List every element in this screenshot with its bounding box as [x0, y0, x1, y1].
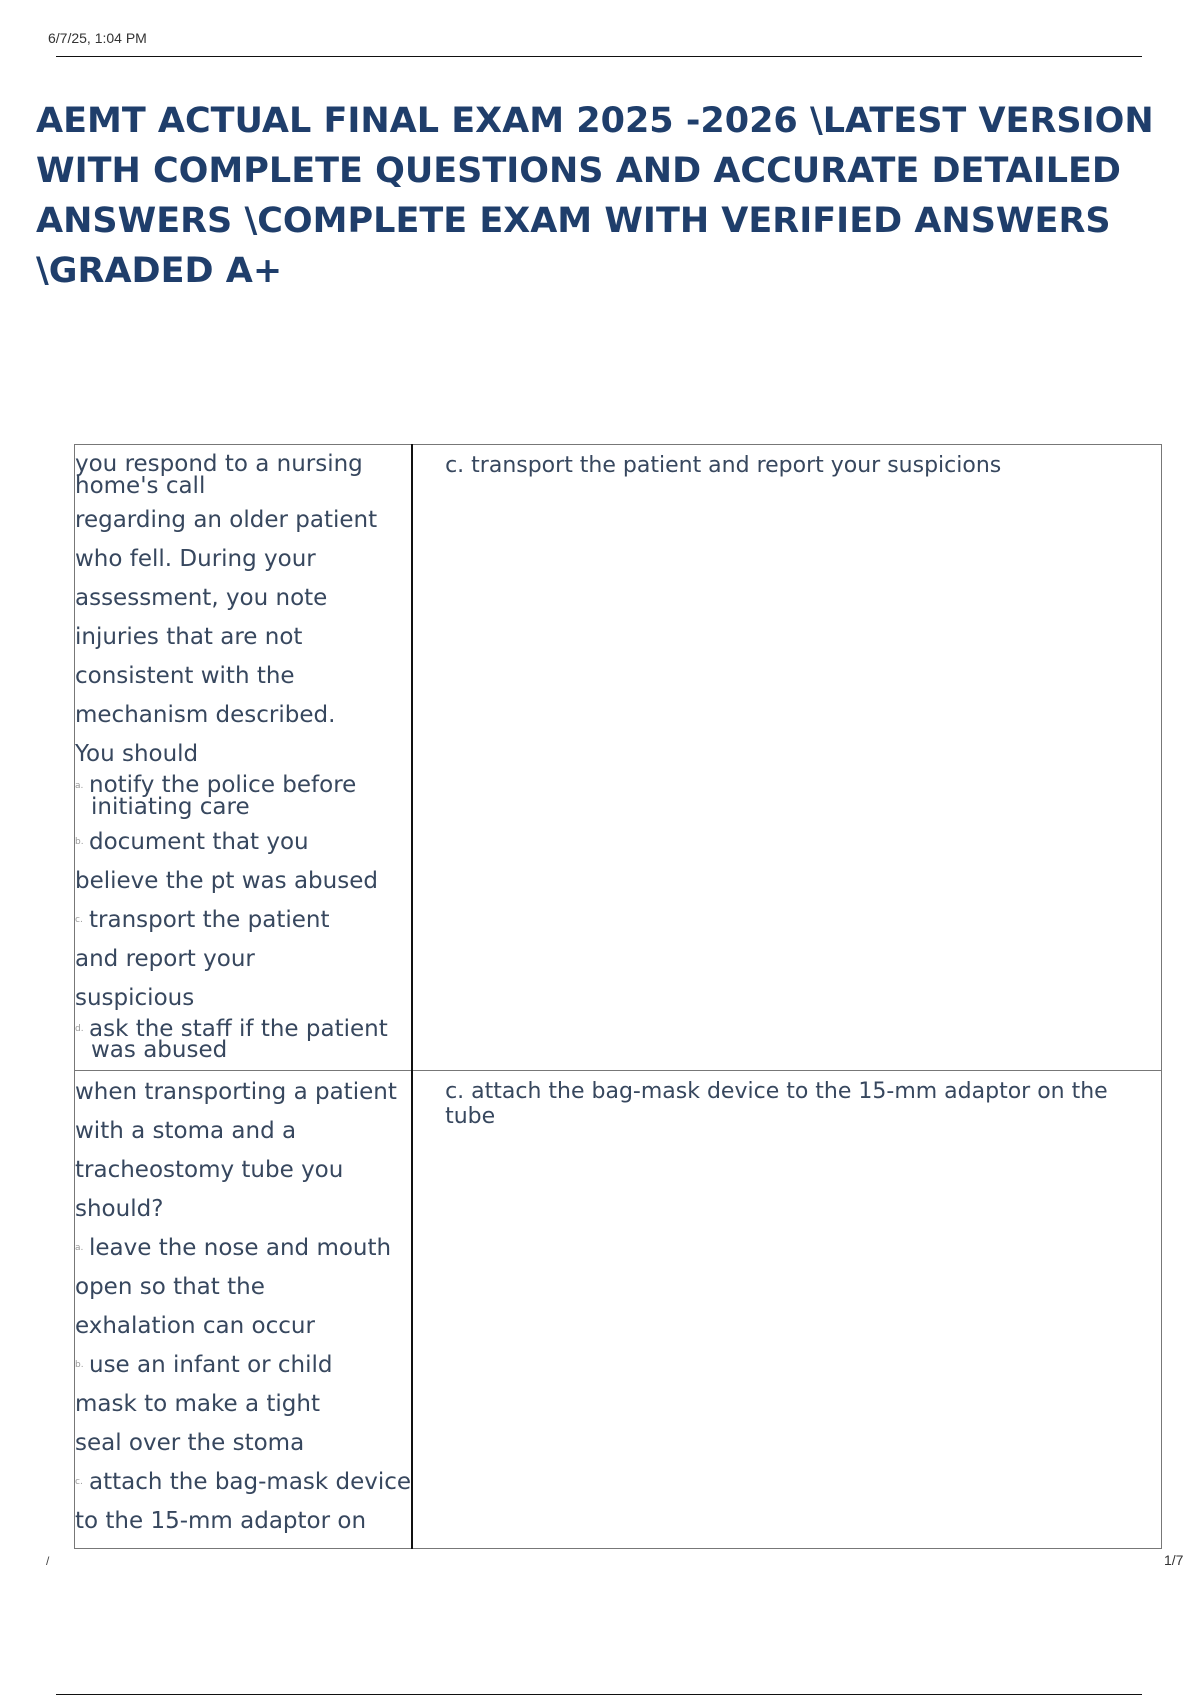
option-b — [75, 1346, 411, 1385]
option-continuation: initiating care — [91, 793, 250, 820]
question-line: regarding an older patient — [75, 507, 378, 533]
answer-text: c. transport the patient and report your suspicions — [445, 453, 1002, 478]
option-continuation: open so that the — [75, 1274, 265, 1300]
answer-cell — [412, 445, 1161, 1071]
option-continuation: seal over the stoma — [75, 1430, 305, 1456]
question-line: when transporting a patient — [75, 1079, 397, 1105]
answer-text: c. attach the bag-mask device to the 15-mm adaptor on the tube — [445, 1079, 1108, 1129]
table-row — [75, 445, 1162, 1071]
question-line: injuries that are not — [75, 624, 303, 650]
question-text — [75, 445, 411, 774]
header-rule — [56, 56, 1142, 57]
answer-options — [75, 772, 411, 1063]
option-text: notify the police before — [89, 772, 357, 798]
option-marker: a. — [75, 780, 84, 791]
option-text: attach the bag-mask device — [89, 1469, 412, 1495]
question-cell — [75, 445, 413, 1071]
question-line: consistent with the — [75, 663, 295, 689]
option-b — [75, 823, 411, 862]
option-marker: b. — [75, 1360, 84, 1370]
option-marker: d. — [75, 1024, 84, 1034]
answer-options — [75, 1229, 411, 1541]
option-continuation: believe the pt was abused — [75, 867, 378, 894]
option-continuation: and report your — [75, 945, 255, 972]
question-line: You should — [75, 741, 199, 767]
option-marker: b. — [75, 836, 84, 847]
question-line: you respond to a nursing — [75, 451, 363, 477]
option-a — [75, 1229, 411, 1268]
option-text: document that you — [89, 828, 309, 855]
option-text: transport the patient — [89, 906, 330, 933]
footer-rule — [56, 1694, 1142, 1695]
page-number: 1/7 — [1164, 1552, 1184, 1568]
footer-left-mark: / — [46, 1554, 50, 1568]
option-c — [75, 1463, 411, 1502]
option-marker: c. — [75, 1477, 83, 1487]
question-line: with a stoma and a — [75, 1118, 297, 1144]
option-continuation: suspicious — [75, 984, 195, 1011]
question-cell — [75, 1071, 413, 1549]
answer-cell — [412, 1071, 1161, 1549]
question-line: assessment, you note — [75, 585, 328, 611]
option-c — [75, 901, 411, 940]
option-continuation: was abused — [91, 1037, 228, 1063]
qa-table — [74, 444, 1162, 1549]
option-marker: c. — [75, 914, 83, 925]
question-line: home's call — [75, 473, 206, 499]
question-line: who fell. During your — [75, 546, 316, 572]
document-title: AEMT ACTUAL FINAL EXAM 2025 -2026 \LATEST VERSION WITH COMPLETE QUESTIONS AND ACCURATE DETAILED ANSWERS \COMPLETE EXAM WITH VERIFIED ANSWERS \GRADED A+ — [36, 101, 1154, 291]
question-text — [75, 1071, 411, 1229]
question-line: tracheostomy tube you — [75, 1157, 344, 1183]
print-timestamp: 6/7/25, 1:04 PM — [48, 30, 147, 46]
option-continuation: mask to make a tight — [75, 1391, 320, 1417]
option-continuation: to the 15-mm adaptor on — [75, 1508, 367, 1534]
option-text: leave the nose and mouth — [89, 1235, 392, 1261]
option-text: ask the staff if the patient — [89, 1015, 388, 1042]
option-marker: a. — [75, 1243, 84, 1253]
question-line: mechanism described. — [75, 702, 336, 728]
table-row — [75, 1071, 1162, 1549]
question-line: should? — [75, 1196, 164, 1222]
option-text: use an infant or child — [89, 1352, 333, 1378]
option-continuation: exhalation can occur — [75, 1313, 315, 1339]
